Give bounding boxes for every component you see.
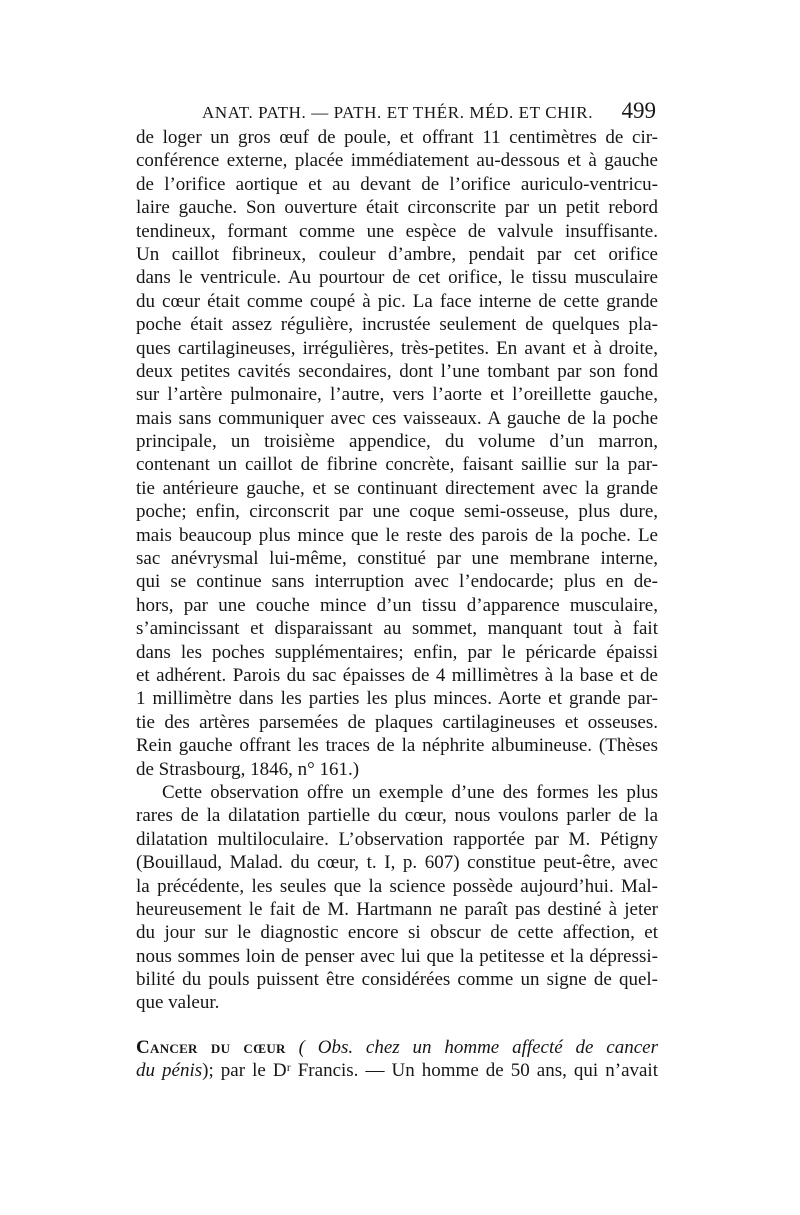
text-line: tie des artères parsemées de plaques cartilagineuses et osseuses. xyxy=(136,711,658,733)
section-line2-italic: du pénis xyxy=(136,1060,203,1082)
paragraph-observation-continued xyxy=(136,126,658,781)
section-line1-rest: ( Obs. chez un homme affecté de cancer xyxy=(285,1036,658,1058)
text-line: du jour sur le diagnostic encore si obscur de cette affection, et xyxy=(136,922,658,944)
text-line: 1 millimètre dans les parties les plus minces. Aorte et grande par- xyxy=(136,688,658,710)
section-line2 xyxy=(136,1059,658,1082)
text-line: s’amincissant et disparaissant au sommet, manquant tout à fait xyxy=(136,618,658,640)
text-line: tendineux, formant comme une espèce de valvule insuffisante. xyxy=(136,220,658,242)
text-line: qui se continue sans interruption avec l’endocarde; plus en de- xyxy=(136,571,658,593)
text-line: du cœur était comme coupé à pic. La face interne de cette grande xyxy=(136,290,658,312)
section-gap xyxy=(136,1015,658,1036)
text-line: de Strasbourg, 1846, n° 161.) xyxy=(136,758,360,780)
text-line: conférence externe, placée immédiatement au-dessous et à gauche xyxy=(136,150,658,172)
text-line: contenant un caillot de fibrine concrète, faisant saillie sur la par- xyxy=(136,454,658,476)
text-line: hors, par une couche mince d’un tissu d’apparence musculaire, xyxy=(136,594,658,616)
paragraph-commentary xyxy=(136,781,658,1015)
text-line: Rein gauche offrant les traces de la néphrite albumineuse. (Thèses xyxy=(136,735,658,757)
text-line: sur l’artère pulmonaire, l’autre, vers l’aorte et l’oreillette gauche, xyxy=(136,384,658,406)
section-title: Cancer du cœur xyxy=(136,1036,286,1058)
text-line: ques cartilagineuses, irrégulières, très-petites. En avant et à droite, xyxy=(136,337,658,359)
text-line: bilité du pouls puissent être considérées comme un signe de quel- xyxy=(136,969,658,991)
text-line: sac anévrysmal lui-même, constitué par une membrane interne, xyxy=(136,548,658,570)
text-line: (Bouillaud, Malad. du cœur, t. I, p. 607) constitue peut-être, avec xyxy=(136,852,658,874)
text-line: la précédente, les seules que la science possède aujourd’hui. Mal- xyxy=(136,875,658,897)
text-line: dans les poches supplémentaires; enfin, par le péricarde épaissi xyxy=(136,641,658,663)
text-line: et adhérent. Parois du sac épaisses de 4 millimètres à la base et de xyxy=(136,664,658,686)
text-line: dilatation multiloculaire. L’observation rapportée par M. Pétigny xyxy=(136,828,658,850)
text-line: de loger un gros œuf de poule, et offrant 11 centimètres de cir- xyxy=(136,127,658,148)
body-text xyxy=(136,126,658,1083)
text-line: nous sommes loin de penser avec lui que la petitesse et la dépressi- xyxy=(136,945,658,967)
text-line: Un caillot fibrineux, couleur d’ambre, pendait par cet orifice xyxy=(136,243,658,265)
text-line: que valeur. xyxy=(136,992,220,1014)
page-header xyxy=(136,99,656,127)
text-line: laire gauche. Son ouverture était circonscrite par un petit rebord xyxy=(136,197,658,219)
text-line: poche était assez régulière, incrustée seulement de quelques pla- xyxy=(136,314,658,336)
running-title: ANAT. PATH. — PATH. ET THÉR. MÉD. ET CHIR. xyxy=(202,103,594,122)
section-cancer-du-coeur xyxy=(136,1036,658,1083)
text-line: dans le ventricule. Au pourtour de cet orifice, le tissu musculaire xyxy=(136,267,658,289)
text-line: Cette observation offre un exemple d’une des formes les plus xyxy=(162,781,658,803)
section-heading-line xyxy=(136,1036,658,1059)
text-line: poche; enfin, circonscrit par une coque semi-osseuse, plus dure, xyxy=(136,501,658,523)
text-line: mais beaucoup plus mince que le reste des parois de la poche. Le xyxy=(136,524,658,546)
text-line: mais sans communiquer avec ces vaisseaux. A gauche de la poche xyxy=(136,407,658,429)
page-number: 499 xyxy=(621,98,656,123)
text-line: heureusement le fait de M. Hartmann ne paraît pas destiné à jeter xyxy=(136,898,658,920)
text-line: de l’orifice aortique et au devant de l’orifice auriculo-ventricu- xyxy=(136,173,658,195)
text-line: rares de la dilatation partielle du cœur, nous voulons parler de la xyxy=(136,805,658,827)
text-line: principale, un troisième appendice, du volume d’un marron, xyxy=(136,431,658,453)
text-line: deux petites cavités secondaires, dont l’une tombant par son fond xyxy=(136,360,658,382)
text-line: tie antérieure gauche, et se continuant directement avec la grande xyxy=(136,477,658,499)
section-line2-rest: ); par le Dʳ Francis. — Un homme de 50 ans, qui n’avait xyxy=(202,1060,658,1082)
